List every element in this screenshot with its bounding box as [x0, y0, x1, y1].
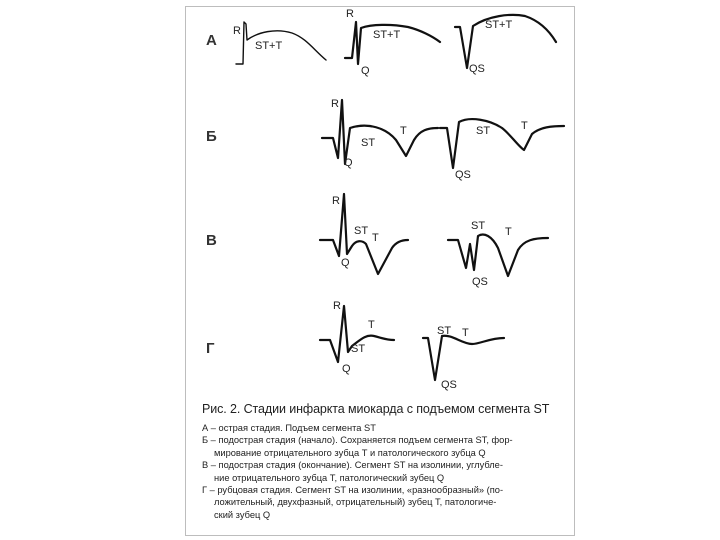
caption-line: А – острая стадия. Подъем сегмента ST	[202, 423, 376, 433]
wave-label-r: R	[331, 98, 339, 110]
wave-label-q: Q	[342, 363, 351, 375]
wave-label-t: T	[372, 232, 379, 244]
wave-label-r: R	[346, 8, 354, 20]
wave-label-qs: QS	[469, 63, 485, 75]
wave-label-t: T	[505, 226, 512, 238]
stage-a-complex-2	[345, 8, 440, 77]
caption-line: мирование отрицательного зубца Т и патологического зубца Q	[214, 447, 486, 458]
wave-label-st-t: ST+T	[485, 19, 513, 31]
caption-line: ние отрицательного зубца Т, патологический зубец Q	[214, 472, 445, 483]
stage-v-complex-2	[448, 220, 548, 288]
wave-label-r: R	[233, 25, 241, 37]
stage-b-complex-2	[440, 119, 564, 181]
wave-label-st: ST	[437, 325, 452, 337]
caption-title: Рис. 2. Стадии инфаркта миокарда с подъемом сегмента ST	[202, 402, 550, 416]
wave-label-st: ST	[351, 343, 366, 355]
stage-a-complex-1	[233, 22, 326, 64]
wave-label-st: ST	[354, 225, 369, 237]
stage-letter-g: Г	[206, 340, 215, 357]
wave-label-q: Q	[361, 65, 370, 77]
stage-letter-b: Б	[206, 128, 217, 145]
wave-label-qs: QS	[441, 379, 457, 391]
caption-line: В – подострая стадия (окончание). Сегмент ST на изолинии, углубле-	[202, 460, 503, 471]
stage-g-complex-2	[423, 325, 504, 391]
wave-label-qs: QS	[455, 169, 471, 181]
caption-line: Б – подострая стадия (начало). Сохраняется подъем сегмента ST, фор-	[202, 435, 513, 446]
caption-line: ский зубец Q	[214, 509, 271, 520]
wave-label-r: R	[332, 195, 340, 207]
wave-label-st: ST	[476, 125, 491, 137]
stage-letter-v: В	[206, 232, 217, 249]
wave-label-t: T	[400, 125, 407, 137]
stage-b-complex-1	[322, 98, 438, 169]
wave-label-t: T	[368, 319, 375, 331]
wave-label-t: T	[462, 327, 469, 339]
wave-label-st: ST	[361, 137, 376, 149]
stage-g-complex-1	[320, 300, 394, 375]
caption-line: Г – рубцовая стадия. Сегмент ST на изолинии, «разнообразный» (по-	[202, 485, 504, 496]
stage-v-complex-1	[320, 194, 408, 274]
wave-label-st-t: ST+T	[373, 29, 401, 41]
wave-label-qs: QS	[472, 276, 488, 288]
wave-label-st: ST	[471, 220, 486, 232]
caption-line: ложительный, двухфазный, отрицательный) зубец Т, патологиче-	[214, 497, 497, 508]
wave-label-st-t: ST+T	[255, 40, 283, 52]
stage-a-complex-3	[455, 15, 556, 75]
stage-letter-a: А	[206, 32, 217, 49]
wave-label-q: Q	[344, 157, 353, 169]
wave-label-r: R	[333, 300, 341, 312]
figure-caption	[202, 402, 574, 521]
wave-label-q: Q	[341, 257, 350, 269]
wave-label-t: T	[521, 120, 528, 132]
